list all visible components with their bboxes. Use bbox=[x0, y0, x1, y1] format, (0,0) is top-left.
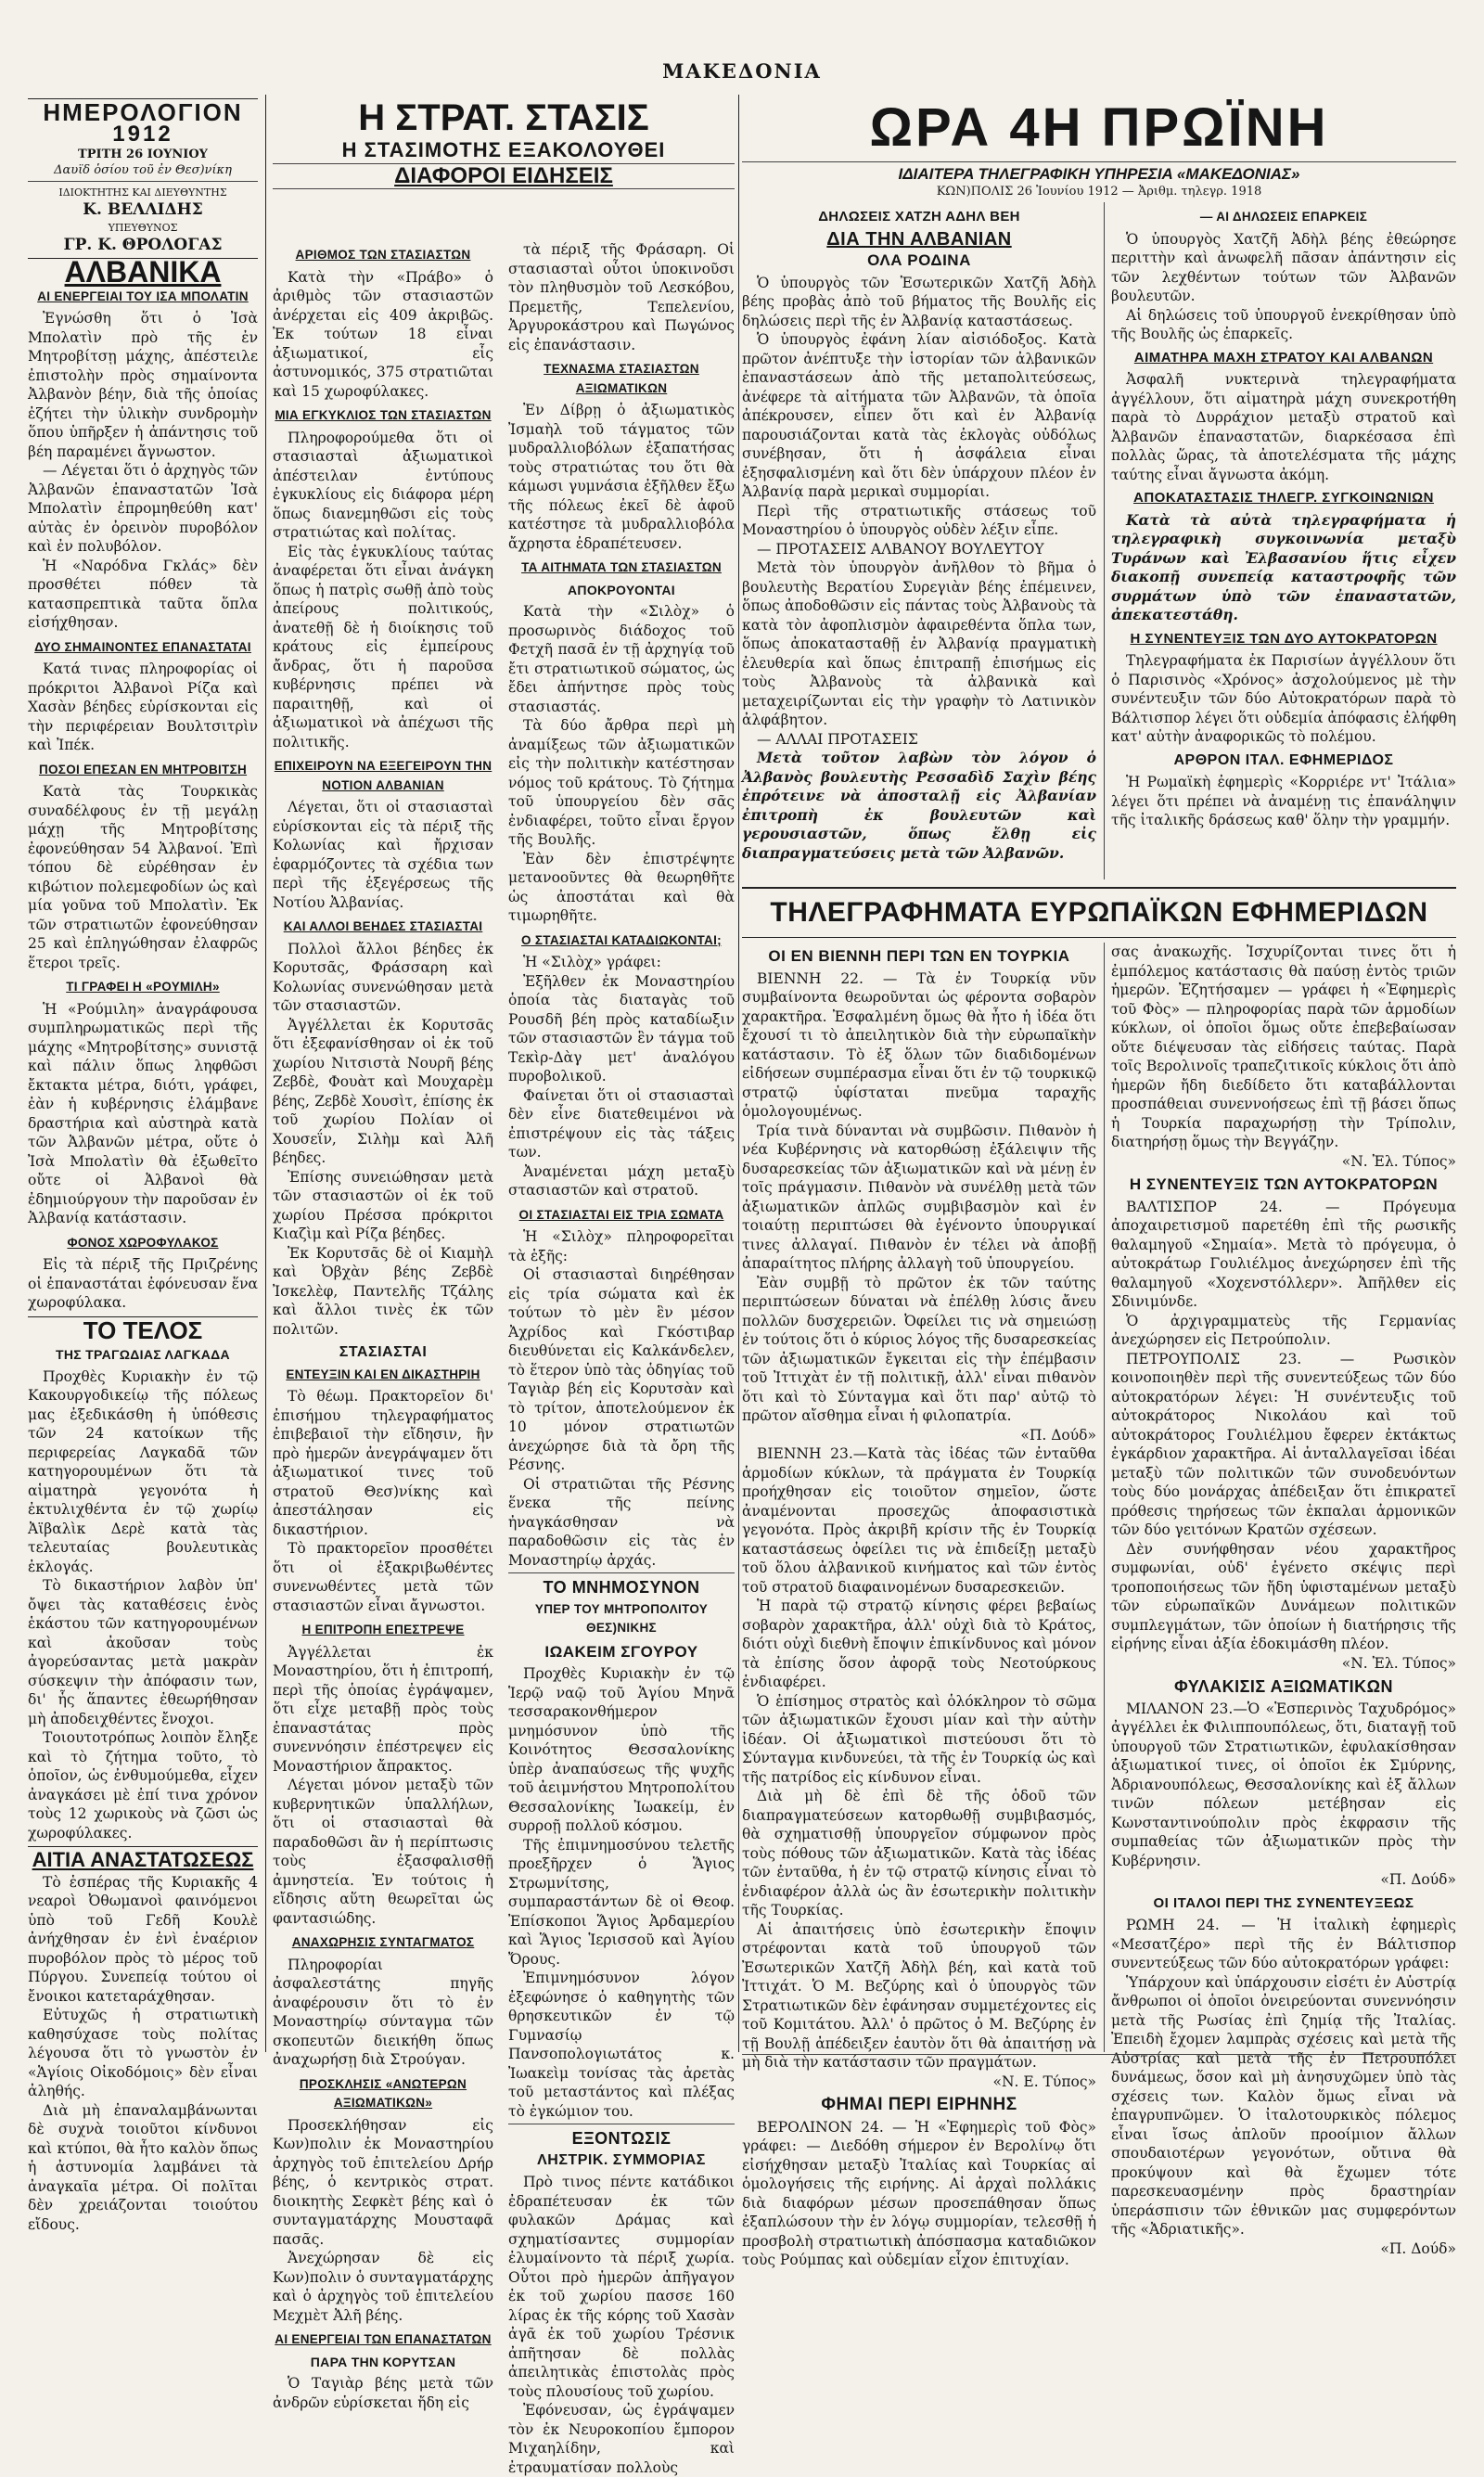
article-paragraph: Περὶ τῆς στρατιωτικῆς στάσεως τοῦ Μοναστηρίου ὁ ὑπουργὸς οὐδὲν λέξιν εἶπε. bbox=[742, 502, 1096, 538]
section-heading: ΣΤΑΣΙΑΣΤΑΙ bbox=[339, 1344, 428, 1360]
column-rule bbox=[1104, 202, 1105, 879]
article-paragraph: Κατὰ τὰς Τουρκικὰς συναδέλφους ἐν τῇ μεγάλῃ μάχῃ τῆς Μητροβίτσης ἐφονεύθησαν 54 Ἀλβανοί. Ἐπὶ τόπου δὲ εὑρέθησαν ἐν κιβώτιον πολεμεφοδίων ὡς καὶ μία γοῦνα τοῦ Μπολατὶν. Ἐκ τῶν στρατιωτῶν ἐφονεύθησαν 25 καὶ ἐπληγώθησαν ἐλαφρῶς ἕτεροι τρεῖς. bbox=[28, 783, 258, 971]
calendar-saint: Δαυϊδ ὁσίου τοῦ ἐν Θεσ)νίκη bbox=[54, 163, 232, 177]
article-paragraph: Κατά τινας πληροφορίας οἱ πρόκριτοι Ἀλβανοὶ Ρίζα καὶ Χασὰν βέηδες εὑρίσκονται εἰς τὴν περιφέρειαν Βουλτσιτρὶν καὶ Ἰπέκ. bbox=[28, 661, 258, 753]
article-paragraph: Ἐγνώσθη ὅτι ὁ Ἰσὰ Μπολατὶν πρὸ τῆς ἐν Μητροβίτσῃ μάχης, ἀπέστειλε ἐπιστολὴν πρὸς σημαίνοντα Ἀλβανὸν βέην, διὰ τῆς ὁποίας ἐζήτει τὴν ὑλικὴν συνδρομὴν ὅπου ὑπῆρξεν ἡ ἀπάντησις τοῦ βέη παραμένει ἄγνωστον. bbox=[28, 310, 258, 460]
source-attribution: «Π. Δούδ» bbox=[1380, 1871, 1456, 1888]
article-paragraph: Ὁ ἐπίσημος στρατὸς καὶ ὁλόκληρον τὸ σῶμα τῶν ἀξιωματικῶν ἔχουσι μίαν καὶ τὴν αὐτὴν ἰδέαν. Οἱ ἀξιωματικοὶ πιστεύουσι ὅτι τὸ Σύνταγμα κινδυνεύει, τὰ τῆς ἐν Τουρκίᾳ ὡς καὶ τῆς πατρίδος εἰς κίνδυνον εἶναι. bbox=[742, 1692, 1096, 1786]
strat-subtitle: Η ΣΤΑΣΙΜΟΤΗΣ ΕΞΑΚΟΛΟΥΘΕΙ bbox=[341, 138, 666, 161]
strat-section: ΔΙΑΦΟΡΟΙ ΕΙΔΗΣΕΙΣ bbox=[394, 162, 613, 188]
article-paragraph: ΒΙΕΝΝΗ 22. — Τὰ ἐν Τουρκίᾳ νῦν συμβαίνοντα θεωροῦνται ὡς φέροντα σοβαρὸν χαρακτῆρα. Ἐσφαλμένη ὅμως θὰ ἦτο ἡ ἰδέα ὅτι ἔχουσί τι τὸ ἀπειλητικὸν διὰ τὴν εὐρωπαϊκὴν κατάστασιν. Τὸ ἐξ ὅλων τῶν διαδιδομένων εἰδήσεων συμπέρασμα εἶναι ὅτι ἐν τῷ τουρκικῷ στρατῷ ὑφίσταται πνεῦμα ταραχῆς ὁμολογουμένως. bbox=[742, 969, 1096, 1120]
article-paragraph: Τῆς ἐπιμνημοσύνου τελετῆς προεξῆρχεν ὁ Ἅγιος Στρωμνίτσης, συμπαραστάντων δὲ οἱ Θεοφ. Ἐπίσκοποι Ἅγιος Ἀρδαμερίου καὶ Ἅγιος Ἱερισσοῦ καὶ Ἁγίου Ὄρους. bbox=[508, 1836, 735, 1968]
article-paragraph: Ὁ ὑπουργὸς ἐφάνη λίαν αἰσιόδοξος. Κατὰ πρῶτον ἀνέπτυξε τὴν ἱστορίαν τῶν ἀλβανικῶν ἐπαναστάσεων ἀπὸ τῆς μεταπολιτεύσεως, ἀνέφερε τὰ αἰτήματα τῶν Ἀλβανῶν, τὰ ὁποῖα ἀπέκρουσεν, εἶπεν ὅτι καὶ ἐν Ἀλβανίᾳ παρουσιάζονται κατὰ τὰς ἐκλογὰς οὐδόλως συνέβησαν, ὅτι ἡ ἀσφάλεια εἶναι ἐξησφαλισμένη καὶ ὅτι δὲν ὑπάρχουν πλέον ἐν Ἀλβανίᾳ παρὰ μερικαὶ συμμορίαι. bbox=[742, 331, 1096, 500]
article-paragraph: Τρία τινὰ δύνανται νὰ συμβῶσιν. Πιθανὸν ἡ νέα Κυβέρνησις νὰ κατορθώσῃ ἐξάλειψιν τῆς δυσαρεσκείας τῶν ἀξιωματικῶν καὶ νὰ μένῃ ἐν τοῖς πράγμασιν. Πιθανὸν νὰ συνέλθῃ μετὰ τῶν ἀξιωματικῶν ἀπλῶς συμβιβασμὸν καὶ ἐν τοιαύτῃ περιπτώσει θὰ ἐγένοντο ὑπουργικαί τινες ἀλλαγαί. Πιθανὸν ἐν τέλει νὰ ἀποβῇ ἀπαραίτητος πλήρης ἀλλαγὴ τοῦ ὑπουργείου. bbox=[742, 1122, 1096, 1272]
article-paragraph: Εἰς τὰς ἐγκυκλίους ταύτας ἀναφέρεται ὅτι εἶναι ἀνάγκη ὅπως ἡ πατρὶς σωθῇ ἀπὸ τοὺς ἀπείρους πολιτικούς, ἀνατεθῇ δὲ ἡ διοίκησις τοῦ κράτους εἰς ἐμπείρους ἄνδρας, ὅτι ἡ παροῦσα κυβέρνησις πρέπει νὰ παραιτηθῇ, καὶ οἱ ἀξιωματικοὶ νὰ ἀπέχωσι τῆς πολιτικῆς. bbox=[273, 543, 493, 751]
source-attribution: «Π. Δούδ» bbox=[1020, 1426, 1096, 1444]
section-heading: — ΑΙ ΔΗΛΩΣΕΙΣ ΕΠΑΡΚΕΙΣ bbox=[1199, 210, 1368, 224]
article-paragraph: Μετὰ τὸν ὑπουργὸν ἀνῆλθον τὸ βῆμα ὁ βουλευτὴς Βερατίου Συρεγιὰν βέης ἐπέμεινεν, ὅπως ἀποδοθῶσιν εἰς πάντας τοὺς Ἀλβανοὺς τὰ κατὰ τὸν ἀφοπλισμὸν ἀφαιρεθέντα ὅπλα των, ὅπως ἀποκατασταθῇ ἐν Ἀλβανίᾳ πραγματικὴ ἐλευθερία καὶ ὅπως ἐπιτραπῇ ἐπισήμως εἰς τοὺς Ἀλβανοὺς τὰ ἀλβανικὰ καὶ μεταχειρίζωνται εἰς τὴν γραφὴν τὸ Λατινικὸν ἀλφάβητον. bbox=[742, 559, 1096, 728]
section-heading: ΟΙ ΣΤΑΣΙΑΣΤΑΙ ΕΙΣ ΤΡΙΑ ΣΩΜΑΤΑ bbox=[518, 1207, 724, 1222]
article-paragraph: Ἐν Δίβρῃ ὁ ἀξιωματικὸς Ἰσμαὴλ τοῦ τάγματος τῶν μυδραλλιοβόλων ἐξαπατήσας τοὺς στρατιώτας του ὅτι θὰ κάμωσι γυμνάσια ἐξῆλθεν ἔξω τῆς πόλεως ἐκεῖ δὲ ἀφοῦ κατέστησε τὰ μυδραλλιοβόλα ἄχρηστα ἐδραπέτευσεν. bbox=[508, 402, 735, 552]
ora-title: ΩΡΑ 4Η ΠΡΩΪΝΗ bbox=[869, 97, 1329, 158]
article-paragraph: — ΑΛΛΑΙ ΠΡΟΤΑΣΕΙΣ bbox=[757, 730, 918, 748]
article-paragraph: Ἡ Ρωμαϊκὴ ἐφημερὶς «Κορριέρε ντ' Ἰτάλια» λέγει ὅτι πρέπει νὰ ἀναμένῃ τις ἐπανάληψιν τῆς ἰταλικῆς δράσεως καθ' ὅλην τὴν γραμμήν. bbox=[1111, 774, 1456, 828]
source-attribution: «Ν. Ἐλ. Τύπος» bbox=[1341, 1152, 1456, 1170]
column-middle-left bbox=[273, 240, 493, 2412]
article-paragraph: Ἐὰν συμβῇ τὸ πρῶτον ἐκ τῶν ταύτης περιπτώσεων δύναται νὰ ἐπέλθῃ λύσις ἄνευ πολλῶν δυσχερειῶν. Ὀφείλει τις νὰ σημειώσῃ ἐν τούτοις ὅτι ὁ κύριος λόγος τῆς δυσαρεσκείας τῶν ἀξιωματικῶν ἔγκειται εἰς τὴν ἐπέμβασιν τοῦ Ἰττιχὰτ ἐν τῇ πολιτικῇ, ἀλλ' εἶναι πιθανὸν ὅτι καὶ τὸ Σύνταγμα καὶ ὅτι παρ' αὐτῷ τὸ πρῶτον αἴσθημα εἶναι ἡ φιλοπατρία. bbox=[742, 1274, 1096, 1424]
column-rule bbox=[738, 95, 739, 2052]
section-heading: ΦΟΝΟΣ ΧΩΡΟΦΥΛΑΚΟΣ bbox=[67, 1235, 219, 1250]
europe-title: ΤΗΛΕΓΡΑΦΗΜΑΤΑ ΕΥΡΩΠΑΪΚΩΝ ΕΦΗΜΕΡΙΔΩΝ bbox=[770, 897, 1428, 928]
section-heading: ΟΙ ΙΤΑΛΟΙ ΠΕΡΙ ΤΗΣ ΣΥΝΕΝΤΕΥΞΕΩΣ bbox=[1153, 1894, 1414, 1911]
section-rule bbox=[742, 937, 1456, 938]
telos-title: ΤΟ ΤΕΛΟΣ bbox=[83, 1316, 203, 1344]
article-paragraph: Δὲν συνήφθησαν νέου χαρακτῆρος συμφωνίαι, οὐδ' ἐγένετο σκέψις περὶ τροποποιήσεως τῶν ἤδη ὑφισταμένων μεταξὺ τῶν εὐρωπαϊκῶν Δυνάμεων πολιτικῶν συμπλεγμάτων, τῶν ὁποίων ἡ διατήρησις τῆς εἰρήνης εἶναι ἀξία ἐδοκιμάσθη πλέον. bbox=[1111, 1540, 1456, 1652]
article-paragraph: Διὰ μὴ δὲ ἐπὶ δὲ τῆς ὁδοῦ τῶν διαπραγματεύσεων κατορθωθῇ συμβιβασμός, θὰ σχηματισθῇ ὑπουργεῖον σύμφωνον πρὸς τοὺς πόθους τῶν ἀξιωματικῶν. Κατὰ τὰς ἰδέας τῶν ἐνταῦθα, ἡ ἐν τῷ στρατῷ κίνησις εἶναι τὸ ἐνδιαφέρον ἀλλὰ ὡς ἂν ἐσωτερικὴν πολιτικὴν τῆς Τουρκίας. bbox=[742, 1788, 1096, 1919]
article-paragraph: Διὰ μὴ ἐπαναλαμβάνωνται δὲ συχνὰ τοιοῦτοι κίνδυνοι καὶ κτύποι, θὰ ἦτο καλὸν ὅπως ἡ ἀστυνομία λαμβάνει τὰ ἀναγκαῖα μέτρα. Οἱ πολῖται δὲν χρειάζονται τοιούτου εἴδους. bbox=[28, 2101, 258, 2233]
section-heading: ΕΠΙΧΕΙΡΟΥΝ ΝΑ ΕΞΕΓΕΙΡΟΥΝ ΤΗΝ ΝΟΤΙΟΝ ΑΛΒΑΝΙΑΝ bbox=[274, 759, 493, 792]
article-paragraph: Τὸ πρακτορεῖον προσθέτει ὅτι οἱ ἐξακριβωθέντες συνενωθέντες μετὰ τῶν στασιαστῶν εἶναι ἄγνωστοι. bbox=[273, 1540, 493, 1614]
section-heading: ΦΗΜΑΙ ΠΕΡΙ ΕΙΡΗΝΗΣ bbox=[821, 2095, 1017, 2114]
section-rule bbox=[742, 887, 1456, 889]
article-paragraph: Οἱ στρατιῶται τῆς Ρέσνης ἕνεκα τῆς πείνης ἠναγκάσθησαν νὰ παραδοθῶσιν εἰς τὰς ἐν Μοναστηρίῳ ἀρχάς. bbox=[508, 1475, 735, 1569]
article-paragraph: Ἐκ Κορυτσᾶς δὲ οἱ Κιαμὴλ καὶ Ὀβχὰν βέης Ζεβδὲ Ἰσκελὲφ, Παντελῆς Τζάλης καὶ ἄλλοι τινὲς ἐκ τῶν πολιτῶν. bbox=[273, 1244, 493, 1338]
article-paragraph: ΒΑΛΤΙΣΠΟΡ 24. — Πρόγευμα ἀποχαιρετισμοῦ παρετέθη ἐπὶ τῆς ρωσικῆς θαλαμηγοῦ «Σημαία». Μετὰ τὸ πρόγευμα, ὁ αὐτοκράτωρ Γουλιέλμος ἀνεχώρησεν ἐπὶ τῆς θαλαμηγοῦ «Χοχενστόλλερν». Ἀπῆλθεν εἰς Σδινιμύνδε. bbox=[1111, 1198, 1456, 1310]
resp-name: ΓΡ. Κ. ΘΡΟΛΟΓΑΣ bbox=[63, 235, 223, 254]
section-heading: ΤΟ ΜΝΗΜΟΣΥΝΟΝ bbox=[543, 1578, 700, 1597]
article-paragraph: Ἀσφαλῆ νυκτερινὰ τηλεγραφήματα ἀγγέλλουν, ὅτι αἱματηρὰ μάχη συνεκροτήθη παρὰ τὸ Δυρράχιον μεταξὺ στρατοῦ καὶ Ἀλβανῶν ἐπαναστατῶν, διαρκέσασα ἐπὶ πολλὰς ὥρας, τὰ ἀποτελέσματα τῆς μάχης ταύτης εἶναι ἄγνωστα ἀκόμη. bbox=[1111, 371, 1456, 483]
article-paragraph: Αἱ δηλώσεις τοῦ ὑπουργοῦ ἐνεκρίθησαν ὑπὸ τῆς Βουλῆς ὡς ἐπαρκεῖς. bbox=[1111, 306, 1456, 342]
section-heading: ΤΑ ΑΙΤΗΜΑΤΑ ΤΩΝ ΣΤΑΣΙΑΣΤΩΝ bbox=[521, 560, 722, 574]
article-paragraph: Ἡ «Σιλὸχ» γράφει: bbox=[523, 954, 661, 970]
section-heading: ΙΩΑΚΕΙΜ ΣΓΟΥΡΟΥ bbox=[544, 1642, 698, 1661]
article-paragraph: Κατὰ τὴν «Σιλὸχ» ὁ προσωρινὸς διάδοχος τοῦ Φετχῆ πασᾶ ἐν τῇ ἀρχηγίᾳ τοῦ ἔτι στρατιωτικοῦ σώματος, ὡς ἔδει ἀπήντησε πρὸς τοὺς στασιαστάς. bbox=[508, 603, 735, 715]
section-heading: Η ΣΥΝΕΝΤΕΥΞΙΣ ΤΩΝ ΔΥΟ ΑΥΤΟΚΡΑΤΟΡΩΝ bbox=[1130, 630, 1438, 647]
section-heading: ΑΙΜΑΤΗΡΑ ΜΑΧΗ ΣΤΡΑΤΟΥ ΚΑΙ ΑΛΒΑΝΩΝ bbox=[1133, 349, 1434, 366]
calendar-year: 1912 bbox=[112, 121, 173, 147]
article-paragraph: ΡΩΜΗ 24. — Ἡ ἰταλικὴ ἐφημερὶς «Μεσατζέρο» περὶ τῆς ἐν Βάλτισπορ συνεντεύξεως τῶν δύο αὐτοκρατόρων γράφει: bbox=[1111, 1917, 1456, 1971]
section-heading: ΔΗΛΩΣΕΙΣ ΧΑΤΖΗ ΑΔΗΛ ΒΕΗ bbox=[818, 209, 1020, 225]
resp-label: ΥΠΕΥΘΥΝΟΣ bbox=[108, 221, 178, 234]
albanika-title: ΑΛΒΑΝΙΚΑ bbox=[64, 255, 222, 289]
telos-subtitle: ΤΗΣ ΤΡΑΓΩΔΙΑΣ ΛΑΓΚΑΔΑ bbox=[56, 1347, 230, 1362]
article-paragraph: Ἡ «Ναρόδνα Γκλάς» δὲν προσθέτει πόθεν τὰ κατασπρεπτικὰ ταῦτα ὅπλα εἰσήχθησαν. bbox=[28, 557, 258, 631]
section-heading: ΔΙΑ ΤΗΝ ΑΛΒΑΝΙΑΝ bbox=[826, 228, 1012, 250]
article-paragraph: — ΠΡΟΤΑΣΕΙΣ ΑΛΒΑΝΟΥ ΒΟΥΛΕΥΤΟΥ bbox=[757, 540, 1044, 558]
article-paragraph: Τοιουτοτρόπως λοιπὸν ἔληξε καὶ τὸ ζήτημα τοῦτο, τὸ ὁποῖον, ὡς ἐνθυμούμεθα, εἶχεν ἀναγκάσει μὲ ἐπί τινα χρόνον τοὺς 12 χωρικοὺς νὰ ζῶσι ὡς χωροφύλακες. bbox=[28, 1729, 258, 1842]
source-attribution: «Ν. Ε. Τύπος» bbox=[992, 2073, 1096, 2090]
section-heading: ΕΝΤΕΥΞΙΝ ΚΑΙ ΕΝ ΔΙΚΑΣΤΗΡΙΗ bbox=[286, 1367, 480, 1381]
section-heading: Η ΕΠΙΤΡΟΠΗ ΕΠΕΣΤΡΕΨΕ bbox=[301, 1623, 465, 1636]
article-paragraph: Πρὸ τινος πέντε κατάδικοι ἐδραπέτευσαν ἐκ τῶν φυλακῶν Δράμας καὶ σχηματίσαντες συμμορίαν ἐλυμαίνοντο τὰ πέριξ χωρία. Οὗτοι πρὸ ἡμερῶν ἀπῆγαγον ἐκ τοῦ χωρίου πασσε 160 λίρας ἐκ τῆς κόρης τοῦ Χασὰν ἀγᾶ ἐκ τοῦ χωρίου Τρέσνικ ἀπῆτησαν δὲ πολλὰς ἀπειλητικὰς ἐπιστολὰς πρὸς τοὺς πλουσίους τοῦ χωρίου. bbox=[508, 2174, 735, 2400]
section-heading: ΑΡΙΘΜΟΣ ΤΩΝ ΣΤΑΣΙΑΣΤΩΝ bbox=[295, 248, 471, 262]
article-paragraph: σας ἀνακωχῆς. Ἰσχυρίζονται τινες ὅτι ἡ ἐμπόλεμος κατάστασις θὰ παύσῃ ἐντὸς τριῶν ἡμερῶν. Ἐζητήσαμεν — γράφει ἡ «Ἐφημερὶς τοῦ Φὸς» — πληροφορίας παρὰ τῶν ἁρμοδίων κύκλων, οἱ ὁποῖοι ὅμως οὔτε ἐπεβεβαίωσαν οὔτε διέψευσαν τὰς εἰδήσεις ταύτας. Παρὰ τοῖς Βερολινοῖς τραπεζιτικοῖς κύκλοις ὅτι ἀπὸ ἡμερῶν ἤδη διεδίδετο ὅτι καταβάλλονται προσπάθειαι συνεννοήσεως ἐπὶ τῇ βάσει ὅπως ἡ Τουρκία παραχωρήσῃ τὴν Τρίπολιν, διατηρήσῃ ὅμως τὴν Βεγγάζην. bbox=[1111, 943, 1456, 1150]
article-paragraph: Λέγεται, ὅτι οἱ στασιασταὶ εὑρίσκονται εἰς τὰ πέριξ τῆς Κολωνίας καὶ ἤρχισαν ἐφαρμόζοντες τὰ σχέδια των περὶ τῆς ἐξεγέρσεως τῆς Νοτίου Ἀλβανίας. bbox=[273, 799, 493, 911]
article-paragraph: Πολλοὶ ἄλλοι βέηδες ἐκ Κορυτσᾶς, Φράσσαρη καὶ Κολωνίας συνενώθησαν μετὰ τῶν στασιαστῶν. bbox=[273, 940, 493, 1014]
article-paragraph: Τηλεγραφήματα ἐκ Παρισίων ἀγγέλλουν ὅτι ὁ Παρισινὸς «Χρόνος» ἀσχολούμενος μὲ τὴν συνέντευξιν τῶν δύο Αὐτοκρατόρων παρὰ τὸ Βάλτισπορ λέγει ὅτι οὐδεμία ἀπόφασις ἐλήφθη κατ' αὐτὴν ἀναφορικῶς τὸ πολέμου. bbox=[1111, 652, 1456, 745]
section-heading: ΛΗΣΤΡΙΚ. ΣΥΜΜΟΡΙΑΣ bbox=[537, 2151, 706, 2168]
article-paragraph: Ἐπίσης συνειώθησαν μετὰ τῶν στασιαστῶν οἱ ἐκ τοῦ χωρίου Πρέσσα πρόκριτοι Κιαζὶμ καὶ Ρίζα βέηδες. bbox=[273, 1168, 493, 1242]
section-heading: ΕΞΟΝΤΩΣΙΣ bbox=[571, 2129, 672, 2148]
calendar-date: ΤΡΙΤΗ 26 ΙΟΥΝΙΟΥ bbox=[78, 148, 208, 161]
europe-right bbox=[1111, 943, 1456, 2257]
column-middle bbox=[273, 95, 735, 2476]
column-rule bbox=[1104, 943, 1105, 2052]
article-paragraph: Ὁ Ταγιὰρ βέης μετὰ τῶν ἀνδρῶν εὑρίσκεται ἤδη εἰς bbox=[273, 2375, 493, 2411]
section-heading: ΑΙ ΕΝΕΡΓΕΙΑΙ ΤΩΝ ΕΠΑΝΑΣΤΑΤΩΝ bbox=[275, 2332, 492, 2346]
article-paragraph: Λέγεται μόνον μεταξὺ τῶν κυβερνητικῶν ὑπαλλήλων, ὅτι οἱ στασιασταὶ θὰ παραδοθῶσι ἂν ἡ περίπτωσις τοὺς ἐξασφαλισθῇ ἀμνηστεία. Ἐν τούτοις ἡ εἴδησις αὕτη θεωρεῖται ὡς φαντασιώδης. bbox=[273, 1777, 493, 1927]
section-heading: ΜΙΑ ΕΓΚΥΚΛΙΟΣ ΤΩΝ ΣΤΑΣΙΑΣΤΩΝ bbox=[275, 408, 492, 422]
article-paragraph: Ὑπάρχουν καὶ ὑπάρχουσιν εἰσέτι ἐν Αὐστρίᾳ ἄνθρωποι οἱ ὁποῖοι ὀνειρεύονται συνεννόησιν μετὰ τῆς Ρωσίας ἐπὶ ζημίᾳ τῆς Ἰταλίας. Ἐπειδὴ ἔχομεν λαμπρὰς σχέσεις καὶ μετὰ τῆς Αὐστρίας καὶ μετὰ τῆς ἐν Πετρουπόλει δυνάμεως, ὅσον καὶ μὴ ἀνησυχῶμεν ὑπὸ τὰς σχέσεις των. Καλὸν ὅμως εἶναι νὰ ἐπαγρυπνῶμεν. Ὁ ἰταλοτουρκικὸς πόλεμος εἶναι ἴσως ἀπλοῦν προοίμιον ἄλλων σπουδαιοτέρων γεγονότων, οὔτινα θὰ προκύψουν καὶ θὰ ἔχωμεν τότε παρεσκευασμένην πρὸς δραστηρίαν ὑπεράσπισιν τῶν ἐθνικῶν μας συμφερόντων τῆς «Ἀδριατικῆς». bbox=[1111, 1973, 1456, 2238]
article-paragraph: Αἱ ἀπαιτήσεις ὑπὸ ἐσωτερικὴν ἔποψιν στρέφονται κατὰ τοῦ ὑπουργοῦ τῶν Ἐσωτερικῶν Χατζῆ Ἀδὴλ βέη, καὶ κατὰ τοῦ Ἰττιχάτ. Ὁ Μ. Βεζύρης καὶ ὁ ὑπουργὸς τῶν Στρατιωτικῶν δὲν ἐφάνησαν συμμετέχοντες εἰς τοῦ Κομιτάτου. Ἀλλ' ὁ πρῶτος ὁ Μ. Βεζύρης ἐν τῇ Βουλῇ ἀπέδειξεν ἑαυτὸν ὅτι θὰ ἀπαιτήσῃ νὰ μὴ διὰ τὴν κατάστασιν τῶν πραγμάτων. bbox=[742, 1920, 1096, 2071]
article-paragraph: Ἡ παρὰ τῷ στρατῷ κίνησις φέρει βεβαίως σοβαρὸν χαρακτῆρα, ἀλλ' οὐχὶ διὰ τὸ Κράτος, διότι οὐχὶ διεθνὴ ἔποψιν ἐπικίνδυνος καὶ μόνον τὰ ἐπίσης ὅσον ἀφορᾷ τοὺς Νεοτούρκους ἐνδιαφέρει. bbox=[742, 1598, 1096, 1690]
article-paragraph: Ἡ «Ρούμιλη» ἀναγράφουσα συμπληρωματικῶς περὶ τῆς μάχης «Μητροβίτσης» συνιστᾷ καὶ πάλιν ὅπως ληφθῶσι ἔκτακτα μέτρα, διότι, γράφει, ἐὰν ἡ κυβέρνησις ἐλάμβανε δραστήρια καὶ αὐστηρὰ κατὰ τῶν Ἀλβανῶν μέτρα, οὔτε ὁ Ἰσὰ Μπολατὶν θὰ ἐξωθεῖτο οὔτε οἱ Ἀλβανοὶ θὰ ἐδημιούργουν τὴν παροῦσαν ἐν Ἀλβανίᾳ κατάστασιν. bbox=[28, 1000, 258, 1226]
article-paragraph: Ἀγγέλλεται ἐκ Μοναστηρίου, ὅτι ἡ ἐπιτροπή, περὶ τῆς ὁποίας ἐγράψαμεν, ὅτι εἶχε μεταβῇ πρὸς τοὺς ἐπαναστάτας πρὸς συνεννόησιν ἐπέστρεψεν εἰς Μοναστήριον ἄπρακτος. bbox=[273, 1643, 493, 1775]
article-paragraph: Ἀνεχώρησαν δὲ εἰς Κων)πολιν ὁ συνταγματάρχης καὶ ὁ ἀρχηγὸς τοῦ ἐπιτελείου Μεχμὲτ Ἀλῆ βέης. bbox=[273, 2250, 493, 2324]
column-left bbox=[28, 95, 258, 2233]
owner-label: ΙΔΙΟΚΤΗΤΗΣ ΚΑΙ ΔΙΕΥΘΥΝΤΗΣ bbox=[58, 186, 227, 199]
article-paragraph: Τὸ δικαστήριον λαβὸν ὑπ' ὄψει τὰς καταθέσεις ἑνὸς ἑκάστου τῶν κατηγορουμένων καὶ ἀκοῦσαν τοὺς ἀγορεύσαντας μετὰ μακρὰν σύσκεψιν τὴν ἀπόφασιν των, δι' ἧς ἅπαντες ἐθεωρήθησαν μὴ ἀποδειχθέντες ἔνοχοι. bbox=[28, 1577, 258, 1727]
section-heading: Η ΣΥΝΕΝΤΕΥΞΙΣ ΤΩΝ ΑΥΤΟΚΡΑΤΟΡΩΝ bbox=[1129, 1175, 1439, 1193]
article-paragraph: Ὁ ὑπουργὸς τῶν Ἐσωτερικῶν Χατζῆ Ἀδὴλ βέης προβὰς ἀπὸ τοῦ βήματος τῆς Βουλῆς εἰς δηλώσεις περὶ τῆς ἐν Ἀλβανίᾳ καταστάσεως. bbox=[742, 274, 1096, 329]
article-paragraph: ΒΕΡΟΛΙΝΟΝ 24. — Ἡ «Ἐφημερὶς τοῦ Φὸς» γράφει: — Διεδόθη σήμερον ἐν Βερολίνῳ ὅτι εἰσήχθησαν μεταξὺ Ἰταλίας καὶ Τουρκίας αἱ ὁμολογήσεις τῆς ειρήνης. Αἱ ἀρχαὶ πολλάκις διὰ διαφόρων μέσων προσεπάθησαν ὅπως ἐξαπλώσουν τὴν ἐν λόγῳ συμμορίαν, τελεσθῇ ἡ προσβολὴ στρατιωτικὴ ἀπόσπασμα καταδιῶκον τοὺς Ρούμπας καὶ οὐδεμίαν εἶχον ἐπιτυχίαν. bbox=[742, 2118, 1096, 2268]
article-paragraph: Ἀναμένεται μάχη μεταξὺ στασιαστῶν καὶ στρατοῦ. bbox=[508, 1162, 735, 1199]
section-rule bbox=[742, 2054, 1456, 2055]
source-attribution: «Ν. Ἐλ. Τύπος» bbox=[1341, 1654, 1456, 1672]
masthead: ΜΑΚΕΔΟΝΙΑ bbox=[662, 59, 822, 83]
article-paragraph: Πληροφορούμεθα ὅτι οἱ στασιασταὶ ἀξιωματικοὶ ἀπέστειλαν ἐντύπους ἐγκυκλίους εἰς διάφορα μέρη ὅπως διανεμηθῶσι εἰς τοὺς στρατιώτας καὶ πολίτας. bbox=[273, 429, 493, 541]
article-paragraph: Τὸ ἑσπέρας τῆς Κυριακῆς 4 νεαροὶ Ὀθωμανοὶ φαινόμενοι ὑπὸ τοῦ Γεδῆ Κουλὲ ἀνήχθησαν ἐν ἑνὶ ἐναέριον πυροβόλον πρὸς τὸ μέρος τοῦ Πύργου. Συνεπείᾳ τούτου οἱ ἔνοικοι κατεταράχθησαν. bbox=[28, 1873, 258, 2005]
source-attribution: «Π. Δούδ» bbox=[1380, 2240, 1456, 2257]
article-paragraph: Ἀγγέλλεται ἐκ Κορυτσᾶς ὅτι ἐξεφανίσθησαν οἱ ἐκ τοῦ χωρίου Νιτσιστὰ Νουρῆ βέης Ζεβδὲ, Φουὰτ καὶ Μουχαρὲμ βέης, Ζεβδὲ Χουσὶτ, ἐπίσης ἐκ τοῦ χωρίου Πολίαν οἱ Χουσεΐν, Σιλὴμ καὶ Ἀλῆ βέηδες. bbox=[273, 1016, 493, 1166]
strat-title: Η ΣΤΡΑΤ. ΣΤΑΣΙΣ bbox=[358, 97, 649, 138]
ora-right bbox=[1111, 202, 1456, 879]
column-rule bbox=[265, 95, 266, 2052]
section-heading: ΚΑΙ ΑΛΛΟΙ ΒΕΗΔΕΣ ΣΤΑΣΙΑΣΤΑΙ bbox=[283, 919, 483, 933]
article-paragraph: Εἰς τὰ πέριξ τῆς Πριζρένης οἱ ἐπαναστάται ἐφόνευσαν ἕνα χωροφύλακα. bbox=[28, 1256, 258, 1311]
ora-left bbox=[742, 202, 1096, 879]
section-heading: ΠΟΣΟΙ ΕΠΕΣΑΝ ΕΝ ΜΗΤΡΟΒΙΤΣΗ bbox=[38, 762, 248, 776]
ora-dateline: ΚΩΝ)ΠΟΛΙΣ 26 Ἰουνίου 1912 — Ἀριθμ. τηλεγρ. 1918 bbox=[936, 185, 1262, 199]
article-paragraph: Οἱ στασιασταὶ διηρέθησαν εἰς τρία σώματα καὶ ἐκ τούτων τὸ μὲν ἓν μέσον Ἀχρίδος καὶ Γκόστιβαρ διευθύνεται εἰς Καλκάνδελεν, τὸ ἕτερον ὑπὸ τὰς ὁδηγίας τοῦ Ταγιὰρ βέη εἰς Κορυτσὰν καὶ τὸ τρίτον, ἀποτελούμενον ἐκ 10 μόνον στρατιωτῶν ἀνεχώρησε διὰ τὰ ὄρη τῆς Ρέσνης. bbox=[508, 1266, 735, 1473]
section-heading: Ο ΣΤΑΣΙΑΣΤΑΙ ΚΑΤΑΔΙΩΚΟΝΤΑΙ; bbox=[521, 932, 722, 947]
section-heading: ΑΙ ΕΝΕΡΓΕΙΑΙ ΤΟΥ ΙΣΑ ΜΠΟΛΑΤΙΝ bbox=[37, 289, 249, 303]
article-paragraph: Τὸ θέωμ. Πρακτορεῖον δι' ἐπισήμου τηλεγραφήματος ἐπιβεβαιοῖ τὴν εἴδησιν, ἣν πρὸ ἡμερῶν ἀνεγράψαμεν ὅτι ἀξιωματικοί τινες τοῦ στρατοῦ Θεσ)νίκης καὶ ἀπεστάλησαν εἰς δικαστήριον. bbox=[273, 1388, 493, 1538]
section-heading: ΔΥΟ ΣΗΜΑΙΝΟΝΤΕΣ ΕΠΑΝΑΣΤΑΤΑΙ bbox=[34, 639, 251, 654]
aitia-title: ΑΙΤΙΑ ΑΝΑΣΤΑΤΩΣΕΩΣ bbox=[32, 1848, 254, 1871]
article-paragraph: ΒΙΕΝΝΗ 23.—Κατὰ τὰς ἰδέας τῶν ἐνταῦθα ἁρμοδίων κύκλων, τὰ πράγματα ἐν Τουρκίᾳ προήχθησαν εἰς τοιοῦτον σημεῖον, ὥστε ἀναμένονται προσεχῶς ἀποφασιστικὰ γεγονότα. Πρὸς ἀκριβῆ κρίσιν τῆς ἐν Τουρκίᾳ καταστάσεως ὀφείλει τις νὰ ἐπιδείξῃ μεταξὺ τοῦ ὅλου ἀλβανικοῦ κινήματος καὶ τῶν ἐντὸς τοῦ στρατοῦ διαφαινομένων δυσαρεσκειῶν. bbox=[742, 1445, 1096, 1596]
article-paragraph: ΜΙΛΑΝΟΝ 23.—Ὁ «Ἑσπερινὸς Ταχυδρόμος» ἀγγέλλει ἐκ Φιλιππουπόλεως, ὅτι, διαταγῇ τοῦ ὑπουργοῦ τῶν Στρατιωτικῶν, ἐφυλακίσθησαν ἀξιωματικοί τινες, οἱ ὁποῖοι ἐκ Σμύρνης, Ἀδριανουπόλεως, Θεσσαλονίκης καὶ ἐξ ἄλλων τινῶν πόλεων μετέβησαν εἰς Κωνσταντινούπολιν πρὸς ἐκφρασιν τῆς συμπαθείας τῶν ἀξιωματικῶν πρὸς τὴν Κυβέρνησιν. bbox=[1111, 1700, 1456, 1869]
section-heading: ΑΝΑΧΩΡΗΣΙΣ ΣΥΝΤΑΓΜΑΤΟΣ bbox=[291, 1935, 475, 1949]
article-paragraph: Μετὰ τοῦτον λαβὼν τὸν λόγον ὁ Ἀλβανὸς βουλευτὴς Ρεσσαδὶδ Σαχὶν βέης ἐπρότεινε νὰ ἀποσταλῇ εἰς Ἀλβανίαν ἐπιτροπὴ ἐκ βουλευτῶν καὶ γερουσιαστῶν, ὅπως ἔλθῃ εἰς διαπραγματεύσεις μετὰ τῶν Ἀλβανῶν. bbox=[742, 749, 1096, 862]
section-heading: ΟΙ ΕΝ ΒΙΕΝΝΗ ΠΕΡΙ ΤΩΝ ΕΝ ΤΟΥΡΚΙΑ bbox=[768, 947, 1070, 965]
article-paragraph: Ἐξῆλθεν ἐκ Μοναστηρίου ὁποία τὰς διαταγὰς τοῦ Ρουσδῆ βέη πρὸς καταδίωξιν τῶν στασιαστῶν ἓν τάγμα τοῦ Τεκὶρ-Δὰγ μετ' ἀναλόγου πυροβολικοῦ. bbox=[508, 972, 735, 1084]
section-heading: ΦΥΛΑΚΙΣΙΣ ΑΞΙΩΜΑΤΙΚΩΝ bbox=[1173, 1677, 1394, 1696]
section-heading: ΠΡΟΣΚΛΗΣΙΣ «ΑΝΩΤΕΡΩΝ ΑΞΙΩΜΑΤΙΚΩΝ» bbox=[299, 2076, 467, 2110]
article-paragraph: Τὰ δύο ἄρθρα περὶ μὴ ἀναμίξεως τῶν ἀξιωματικῶν εἰς τὴν πολιτικὴν κατέστησαν νόμος τοῦ κράτους. Τὸ ζήτημα τοῦ ὑπουργείου δὲν σᾶς ἐνδιαφέρει, τοῦτο εἶναι ἔργον τῆς Βουλῆς. bbox=[508, 717, 735, 848]
section-heading: ΤΕΧΝΑΣΜΑ ΣΤΑΣΙΑΣΤΩΝ ΑΞΙΩΜΑΤΙΚΩΝ bbox=[544, 362, 699, 395]
article-paragraph: Ὁ ἀρχιγραμματεὺς τῆς Γερμανίας ἀνεχώρησεν εἰς Πετρούπολιν. bbox=[1111, 1312, 1456, 1348]
article-paragraph: Ἐπιμνημόσυνον λόγον ἐξεφώνησε ὁ καθηγητὴς τῶν θρησκευτικῶν ἐν τῷ Γυμνασίῳ Πανσοπολογιωτάτος κ. Ἰωακεὶμ τονίσας τὰς ἀρετὰς τοῦ μεταστάντος καὶ πλέξας τὸ ἐγκώμιον του. bbox=[508, 1970, 735, 2120]
article-paragraph: Πληροφορίαι ἀσφαλεστάτης πηγῆς ἀναφέρουσιν ὅτι τὸ ἐν Μοναστηρίῳ σύνταγμα τῶν σκοπευτῶν διεικήθη ὅπως ἀναχωρήσῃ διὰ Στρούγαν. bbox=[273, 1956, 493, 2068]
section-heading: ΤΙ ΓΡΑΦΕΙ Η «ΡΟΥΜΙΛΗ» bbox=[66, 980, 220, 994]
article-paragraph: Ὁ ὑπουργὸς Χατζῆ Ἀδὴλ βέης ἐθεώρησε περιττὴν καὶ ἀνωφελῆ πᾶσαν ἀπάντησιν εἰς τῶν λεχθέντων τούτων τῶν Ἀλβανῶν βουλευτῶν. bbox=[1111, 230, 1456, 304]
article-paragraph: Προχθὲς Κυριακὴν ἐν τῷ Ἱερῷ ναῷ τοῦ Ἁγίου Μηνᾶ τεσσαρακονθήμερον μνημόσυνον ὑπὸ τῆς Κοινότητος Θεσσαλονίκης ὑπὲρ ἀναπαύσεως τῆς ψυχῆς τοῦ ἀειμνήστου Μητροπολίτου Θεσσαλονίκης Ἰωακείμ, ἐν συρροῇ πολλοῦ κόσμου. bbox=[508, 1665, 735, 1834]
europe-left bbox=[742, 943, 1096, 2268]
section-heading: ΑΠΟΚΡΟΥΟΝΤΑΙ bbox=[568, 582, 675, 597]
article-paragraph: Κατὰ τὴν «Πράβο» ὁ ἀριθμὸς τῶν στασιαστῶν ἀνέρχεται εἰς 409 ἀκριβῶς. Ἐκ τούτων 18 εἶναι ἀξιωματικοί, εἷς ἀστυνομικός, 375 στρατιῶται καὶ 15 χωροφύλακες. bbox=[273, 268, 493, 400]
article-paragraph: Ἐὰν δὲν ἐπιστρέψητε μετανοοῦντες θὰ θεωρηθῆτε ὡς ἀποστάται καὶ θὰ τιμωρηθῆτε. bbox=[508, 850, 735, 924]
article-paragraph: Προσεκλήθησαν εἰς Κων)πολιν ἐκ Μοναστηρίου ἀρχηγὸς τοῦ ἐπιτελείου Δρήρ βέης, ὁ κεντρικὸς στρατ. διοικητὴς Σεφκὲτ βέης καὶ ὁ συνταγματάρχης Μουσταφᾶ πασᾶς. bbox=[273, 2116, 493, 2248]
column-middle-right bbox=[508, 240, 735, 2477]
section-heading: ΟΛΑ ΡΟΔΙΝΑ bbox=[867, 251, 971, 269]
article-paragraph: Ἐφόνευσαν, ὡς ἐγράψαμεν τὸν ἐκ Νευροκοπίου ἔμπορον Μιχαηλίδην, καὶ ἐτραυματίσαν πολλοὺς bbox=[508, 2402, 735, 2476]
article-paragraph: Προχθὲς Κυριακὴν ἐν τῷ Κακουργοδικείῳ τῆς πόλεως μας ἐξεδικάσθη ἡ ὑπόθεσις τῶν 24 κατοίκων τῆς περιφερείας Λαγκαδᾶ τῶν κατηγορουμένων ὅτι τὰ αἱματηρὰ γεγονότα ἡ ἐκτυλιχθέντα ἐν τῷ χωρίῳ Ἀϊβαλὶκ Δερὲ κατὰ τὰς τελευταίας βουλευτικὰς ἐκλογάς. bbox=[28, 1367, 258, 1575]
section-heading: ΥΠΕΡ ΤΟΥ ΜΗΤΡΟΠΟΛΙΤΟΥ ΘΕΣ)ΝΙΚΗΣ bbox=[534, 1601, 709, 1635]
ora-subtitle: ΙΔΙΑΙΤΕΡΑ ΤΗΛΕΓΡΑΦΙΚΗ ΥΠΗΡΕΣΙΑ «ΜΑΚΕΔΟΝΙΑΣ» bbox=[898, 165, 1300, 183]
article-paragraph: Φαίνεται ὅτι οἱ στασιασταὶ δὲν εἶνε διατεθειμένοι νὰ ἐπιστρέψουν εἰς τὰς τάξεις των. bbox=[508, 1086, 735, 1161]
section-heading: ΑΠΟΚΑΤΑΣΤΑΣΙΣ ΤΗΛΕΓΡ. ΣΥΓΚΟΙΝΩΝΙΩΝ bbox=[1132, 490, 1435, 506]
section-heading: ΠΑΡΑ ΤΗΝ ΚΟΡΥΤΣΑΝ bbox=[310, 2354, 456, 2369]
article-paragraph: τὰ πέριξ τῆς Φράσαρη. Οἱ στασιασταὶ οὗτοι ὑποκινοῦσι τὸν πληθυσμὸν τοῦ Λεσκόβου, Πρεμετῆς, Τεπελενίου, Ἀργυροκάστρου καὶ Πωγώνος εἰς ἐπανάστασιν. bbox=[508, 241, 735, 353]
owner-name: Κ. ΒΕΛΛΙΔΗΣ bbox=[83, 200, 203, 219]
article-paragraph: — Λέγεται ὅτι ὁ ἀρχηγὸς τῶν Ἀλβανῶν ἐπαναστατῶν Ἰσὰ Μπολατὶν ἐπρομηθεύθη κατ' αὐτὰς ἐν ὀρεινὸν πυροβόλον καὶ ἐν πολυβόλον. bbox=[28, 462, 258, 555]
article-paragraph: Ἡ «Σιλὸχ» πληροφορεῖται τὰ ἑξῆς: bbox=[508, 1228, 735, 1264]
column-right bbox=[742, 95, 1456, 2268]
article-paragraph: ΠΕΤΡΟΥΠΟΛΙΣ 23. — Ρωσικὸν κοινοποιηθὲν περὶ τῆς συνεντεύξεως τῶν δύο αὐτοκρατόρων λέγει: Ἡ συνέντευξις τοῦ αὐτοκράτορος Νικολάου καὶ τοῦ αὐτοκράτορος Γουλιέλμου ἔφερεν ἐκτάκτως ἐγκάρδιον χαρακτῆρα. Αἱ ἀνταλλαγεῖσαι ἰδέαι μεταξὺ τῶν πολιτικῶν τῶν συνοδευόντων τοὺς δύο μονάρχας ἀπέδειξαν ὅτι ἐπικρατεῖ πρόθεσις τηρήσεως τῶν ἐκπαλαι ἁρμονικῶν τῶν δύο γειτόνων Κρατῶν σχέσεων. bbox=[1111, 1350, 1456, 1538]
article-paragraph: Κατὰ τὰ αὐτὰ τηλεγραφήματα ἡ τηλεγραφικὴ συγκοινωνία μεταξὺ Τυράνων καὶ Ἐλβασανίου ἥτις εἶχεν διακοπῇ συνεπείᾳ καταστροφῆς τῶν συρμάτων ὑπὸ τῶν ἐπαναστατῶν, ἀπεκατεστάθη. bbox=[1111, 510, 1456, 623]
calendar-title: ΗΜΕΡΟΛΟΓΙΟΝ bbox=[43, 98, 243, 126]
article-paragraph: Εὐτυχῶς ἡ στρατιωτικὴ καθησύχασε τοὺς πολίτας λέγουσα ὅτι τὸ γνωστὸν ἐν «Ἁγίοις Οἰκοδόμοις» δὲν εἶναι ἀληθής. bbox=[28, 2007, 258, 2099]
section-heading: ΑΡΘΡΟΝ ΙΤΑΛ. ΕΦΗΜΕΡΙΔΟΣ bbox=[1173, 751, 1394, 768]
